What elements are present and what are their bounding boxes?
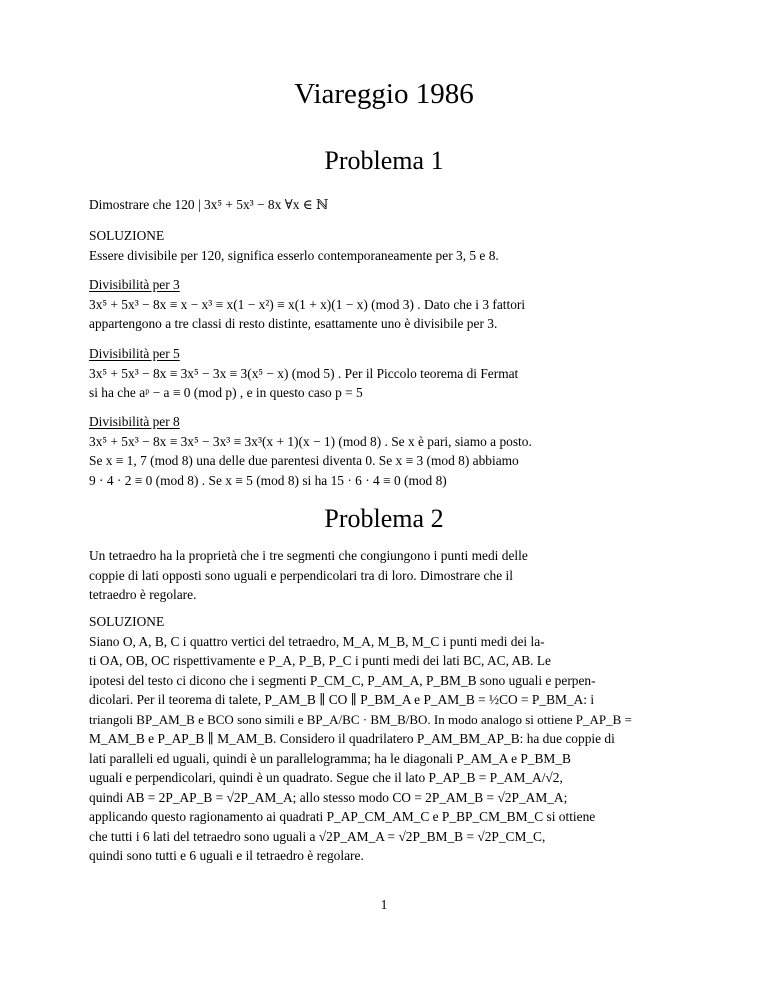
solution-line: ti OA, OB, OC rispettivamente e P_A, P_B, P_C i punti medi dei lati BC, AC, AB. Le: [89, 653, 551, 668]
block-line: 9 · 4 · 2 ≡ 0 (mod 8) . Se x ≡ 5 (mod 8) si ha 15 · 6 · 4 ≡ 0 (mod 8): [89, 472, 447, 488]
solution-line: ipotesi del testo ci dicono che i segmenti P_CM_C, P_AM_A, P_BM_B sono uguali e perpen-: [89, 672, 596, 688]
block-line: si ha che aᵖ − a ≡ 0 (mod p) , e in questo caso p = 5: [89, 385, 363, 400]
solution-line: quindi AB = 2P_AP_B = √2P_AM_A; allo stesso modo CO = 2P_AM_B = √2P_AM_A;: [89, 789, 568, 805]
statement-line: Un tetraedro ha la proprietà che i tre segmenti che congiungono i punti medi delle: [89, 548, 528, 563]
page-number: 1: [380, 897, 388, 912]
solution-line: quindi sono tutti e 6 uguali e il tetraedro è regolare.: [89, 848, 364, 863]
statement-line: tetraedro è regolare.: [89, 587, 197, 602]
divisibility-3-block: [89, 275, 639, 334]
problem-1-solution-intro: [89, 226, 639, 265]
solution-line: lati paralleli ed uguali, quindi è un parallelogramma; ha le diagonali P_AM_A e P_BM_B: [89, 750, 571, 766]
problem-2-solution: [89, 612, 639, 866]
solution-line: Essere divisibile per 120, significa esserlo contemporaneamente per 3, 5 e 8.: [89, 247, 499, 263]
solution-label: SOLUZIONE: [89, 614, 165, 629]
solution-line: dicolari. Per il teorema di talete, P_AM_B ∥ CO ∥ P_BM_A e P_AM_B = ½CO = P_BM_A: i: [89, 692, 595, 707]
problem-1-statement: [89, 195, 639, 215]
solution-line: triangoli BP_AM_B e BCO sono simili e BP_A/BC · BM_B/BO. In modo analogo si ottiene P_AP_B =: [89, 711, 632, 727]
block-line: 3x⁵ + 5x³ − 8x ≡ 3x⁵ − 3x³ ≡ 3x³(x + 1)(x − 1) (mod 8) . Se x è pari, siamo a posto.: [89, 433, 532, 449]
solution-line: che tutti i 6 lati del tetraedro sono uguali a √2P_AM_A = √2P_BM_B = √2P_CM_C,: [89, 828, 546, 844]
block-line: Se x ≡ 1, 7 (mod 8) una delle due parentesi diventa 0. Se x ≡ 3 (mod 8) abbiamo: [89, 453, 519, 468]
block-line: 3x⁵ + 5x³ − 8x ≡ 3x⁵ − 3x ≡ 3(x⁵ − x) (mod 5) . Per il Piccolo teorema di Fermat: [89, 365, 519, 381]
solution-line: applicando questo ragionamento ai quadrati P_AP_CM_AM_C e P_BP_CM_BM_C si ottiene: [89, 809, 596, 824]
problem-2-heading: Problema 2: [324, 504, 444, 533]
solution-line: Siano O, A, B, C i quattro vertici del tetraedro, M_A, M_B, M_C i punti medi dei la-: [89, 633, 545, 649]
block-line: 3x⁵ + 5x³ − 8x ≡ x − x³ ≡ x(1 − x²) ≡ x(1 + x)(1 − x) (mod 3) . Dato che i 3 fattori: [89, 296, 526, 312]
problem-1-heading: Problema 1: [324, 146, 444, 175]
problem-2-statement: [89, 546, 639, 605]
block-heading: Divisibilità per 5: [89, 346, 180, 361]
statement-line: Dimostrare che 120 | 3x⁵ + 5x³ − 8x ∀x ∈ ℕ: [89, 197, 329, 212]
solution-line: uguali e perpendicolari, quindi è un quadrato. Segue che il lato P_AP_B = P_AM_A/√2,: [89, 770, 563, 785]
block-line: appartengono a tre classi di resto distinte, esattamente uno è divisibile per 3.: [89, 316, 498, 331]
statement-line: coppie di lati opposti sono uguali e perpendicolari tra di loro. Dimostrare che il: [89, 567, 513, 583]
block-heading: Divisibilità per 3: [89, 277, 180, 292]
document-title: Viareggio 1986: [294, 78, 474, 110]
block-heading: Divisibilità per 8: [89, 414, 180, 429]
divisibility-5-block: [89, 344, 639, 403]
solution-label: SOLUZIONE: [89, 228, 165, 243]
divisibility-8-block: [89, 412, 639, 490]
solution-line: M_AM_B e P_AP_B ∥ M_AM_B. Considero il quadrilatero P_AM_BM_AP_B: ha due coppie di: [89, 731, 615, 746]
